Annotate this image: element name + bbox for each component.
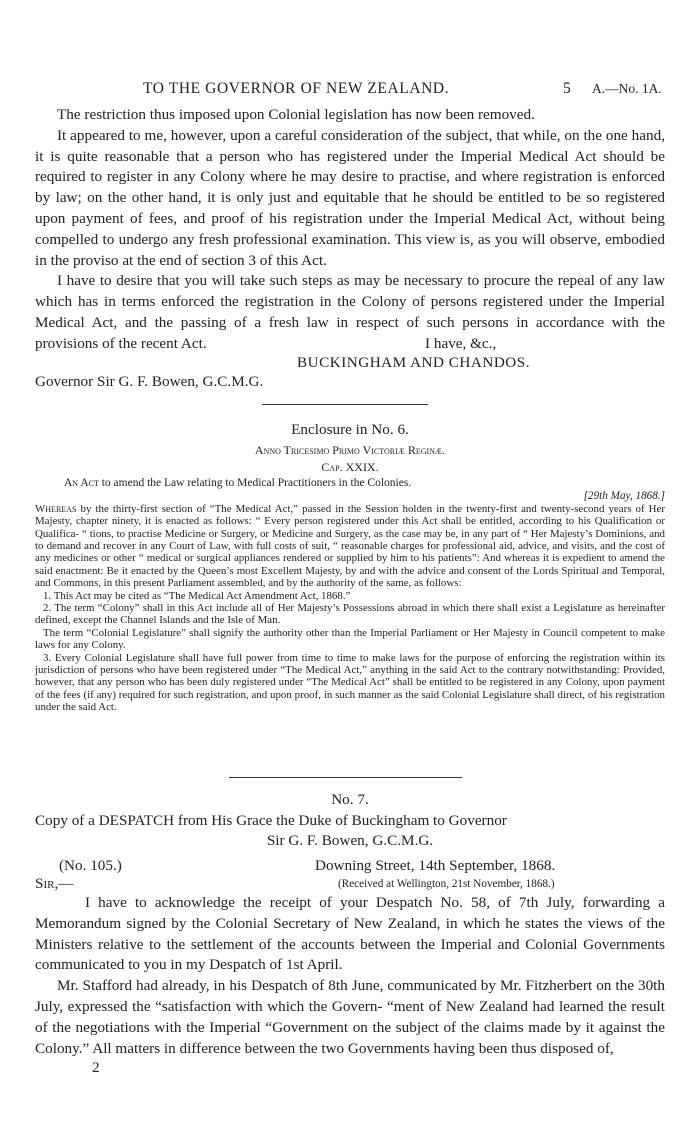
- regnal-year: Anno Tricesimo Primo Victoriæ Reginæ.: [254, 442, 446, 457]
- letter-signature: BUCKINGHAM AND CHANDOS.: [297, 354, 531, 371]
- act-title-lead: An Act: [64, 476, 99, 489]
- enclosure-heading: Enclosure in No. 6.: [291, 421, 409, 438]
- paper-reference: A.—No. 1A.: [592, 81, 662, 96]
- act-section: The term “Colonial Legislature” shall signify the authority other than the Imperial Parliament or Her Majesty in Council competent to make laws for any Colony.: [35, 626, 665, 652]
- act-section: 1. This Act may be cited as “The Medical Act Amendment Act, 1868.”: [43, 589, 351, 602]
- despatch-title-line2: Sir G. F. Bowen, G.C.M.G.: [266, 832, 434, 849]
- letter-paragraph: The restriction thus imposed upon Colonial legislation has now been removed.: [57, 106, 535, 123]
- act-section: 2. The term “Colony” shall in this Act include all of Her Majesty’s Possessions abroad in which there shall exist a Legislature as hereinafter defined, except the Channel Islands and the Isle of Man.: [35, 602, 665, 627]
- letter-paragraph: I have to desire that you will take such steps as may be necessary to procure the repeal of any law which has in terms enforced the registration in the Colony of persons registered under the Imperial Medical Act, and the passing of a fresh law in respect of such persons in accordance with the provisions of the recent Act.: [35, 272, 665, 352]
- signature-mark: 2: [92, 1059, 100, 1076]
- section-divider: [262, 404, 428, 405]
- act-date: [29th May, 1868.]: [583, 489, 665, 502]
- despatch-received: (Received at Wellington, 21st November, 1868.): [338, 878, 555, 890]
- letter-body: [35, 105, 665, 355]
- page-number: 5: [563, 80, 571, 97]
- despatch-salutation: Sir,—: [35, 875, 74, 892]
- despatch-paragraph: I have to acknowledge the receipt of your Despatch No. 58, of 7th July, forwarding a Memorandum signed by the Colonial Secretary of New Zealand, in which he states the views of the Ministers relative to the settlement of the accounts between the Imperial and Colonial Governments communicated to you in my Despatch of 1st April.: [35, 894, 665, 974]
- despatch-body: [35, 893, 665, 1059]
- letter-closing: I have, &c.,: [425, 335, 497, 352]
- act-title: [35, 476, 665, 490]
- despatch-place-date: Downing Street, 14th September, 1868.: [315, 857, 556, 874]
- despatch-number: No. 7.: [331, 791, 369, 808]
- section-divider: [229, 777, 462, 778]
- running-header: [0, 80, 700, 104]
- act-title-text: to amend the Law relating to Medical Practitioners in the Colonies.: [101, 476, 412, 489]
- despatch-ref: (No. 105.): [59, 857, 122, 874]
- letter-addressee: Governor Sir G. F. Bowen, G.C.M.G.: [35, 373, 264, 390]
- preamble-lead: Whereas: [35, 502, 77, 515]
- despatch-title-line1: Copy of a DESPATCH from His Grace the Duke of Buckingham to Governor: [35, 812, 507, 829]
- preamble-text: by the thirty-first section of “The Medical Act,” passed in the Session holden in the twenty-first and twenty-second years of Her Majesty, chapter ninety, it is enacted as follows: “ Every person registered under this Act shall be entitled, according to his Qualification or Qualifica- “ tions, to practise Medicine or Surgery, or Medicine and Surgery, as the case may be, in any part of “ Her Majesty’s Dominions, and to demand and recover in any Court of Law, with full costs of suit, “ reasonable charges for professional aid, advice, and visits, and the cost of any medicines or other “ medical or surgical appliances rendered or supplied by him to his patients”: And whereas it is expedient to amend the said enactment: Be it enacted by the Queen’s most Excellent Majesty, by and with the advice and consent of the Lords Spiritual and Temporal, and Commons, in this present Parliament assembled, and by the authority of the same, as follows:: [35, 502, 666, 590]
- despatch-paragraph: Mr. Stafford had already, in his Despatch of 8th June, communicated by Mr. Fitzherbert on the 30th July, expressed the “satisfaction with which the Govern- “ment of New Zealand had learned the result of the negotiations with the Imperial “Government on the subject of the claims made by it against the Colony.” All matters in difference between the two Governments having been thus disposed of,: [35, 977, 665, 1057]
- act-section: 3. Every Colonial Legislature shall have full power from time to time to make laws for the purpose of enforcing the registration within its jurisdiction of persons who have been registered under “The Medical Act,” anything in the said Act to the contrary notwithstanding: Provided, however, that any person who has been duly registered under “The Medical Act” shall be entitled to be registered in any Colony, upon payment of the fees (if any) required for such registration, and upon proof, in such manner as the said Colonial Legislature shall direct, of his registration under the said Act.: [35, 651, 665, 714]
- header-title: TO THE GOVERNOR OF NEW ZEALAND.: [143, 80, 450, 97]
- act-chapter: Cap. XXIX.: [321, 459, 379, 474]
- act-preamble: [35, 503, 665, 590]
- enclosure: [35, 420, 665, 714]
- letter-paragraph: It appeared to me, however, upon a careful consideration of the subject, that while, on the one hand, it is quite reasonable that a person who has registered under the Imperial Medical Act should be required to register in any Colony where he may desire to practise, and where registration is enforced by law; on the other hand, it is only just and equitable that he should be entitled to be so registered upon payment of fees, and proof of his registration under the Imperial Medical Act, without being compelled to undergo any fresh professional examination. This view is, as you will observe, embodied in the proviso at the end of section 3 of this Act.: [35, 126, 665, 269]
